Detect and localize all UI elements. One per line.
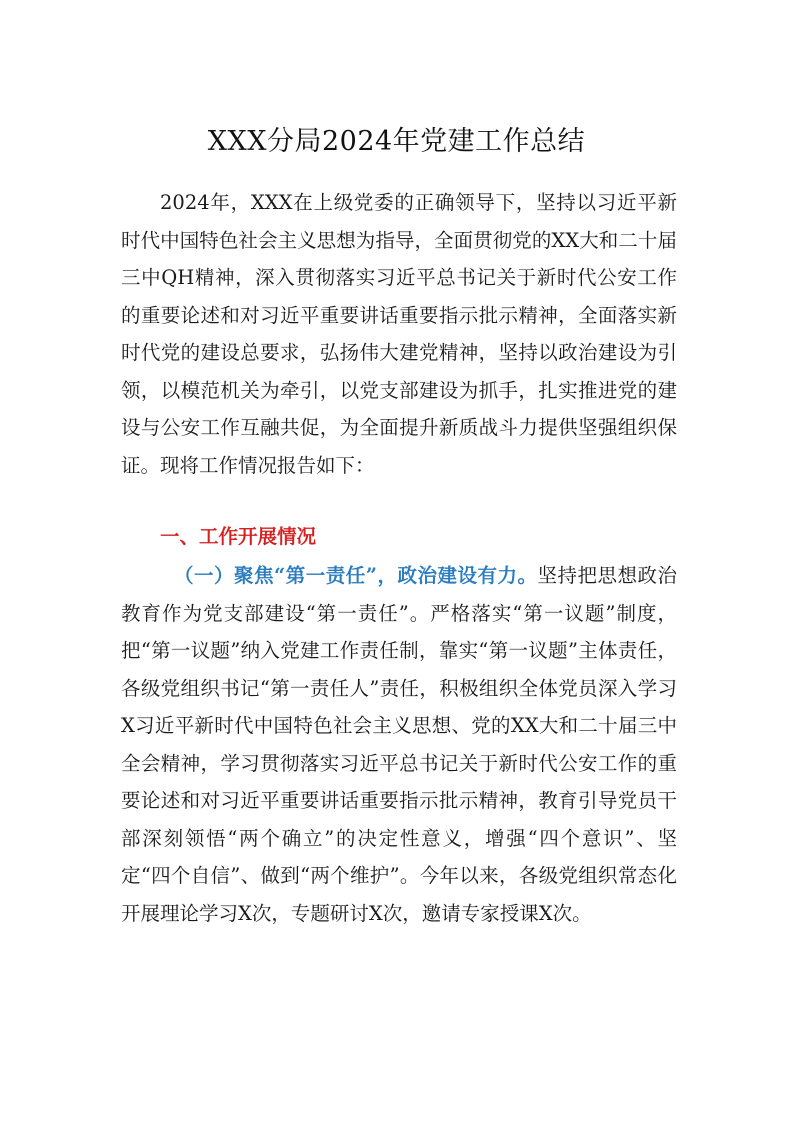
subsection-body: 坚持把思想政治教育作为党支部建设“第一责任”。严格落实“第一议题”制度，把“第一议题”纳入党建工作责任制，靠实“第一议题”主体责任，各级党组织书记“第一责任人”责任，积极组织全体党员深入学习X习近平新时代中国特色社会主义思想、党的XX大和二十届三中全会精神，学习贯彻落实习近平总书记关于新时代公安工作的重要论述和对习近平重要讲话重要指示批示精神，教育引导党员干部深刻领悟“两个确立”的决定性意义，增强“四个意识”、坚定“四个自信”、做到“两个维护”。今年以来，各级党组织常态化开展理论学习X次，专题研讨X次，邀请专家授课X次。 (121, 564, 677, 925)
document-title: XXX分局2024年党建工作总结 (207, 126, 586, 157)
intro-paragraph: 2024年，XXX在上级党委的正确领导下，坚持以习近平新时代中国特色社会主义思想为指导，全面贯彻党的XX大和二十届三中QH精神，深入贯彻落实习近平总书记关于新时代公安工作的重要论述和对习近平重要讲话重要指示批示精神，全面落实新时代党的建设总要求，弘扬伟大建党精神，坚持以政治建设为引领，以模范机关为牵引，以党支部建设为抓手，扎实推进党的建设与公安工作互融共促，为全面提升新质战斗力提供坚强组织保证。现将工作情况报告如下： (121, 191, 677, 477)
subsection-heading: （一）聚焦“第一责任”，政治建设有力。 (174, 564, 538, 587)
subsection-paragraph (121, 557, 677, 932)
section-heading-work-progress: 一、工作开展情况 (160, 525, 317, 548)
